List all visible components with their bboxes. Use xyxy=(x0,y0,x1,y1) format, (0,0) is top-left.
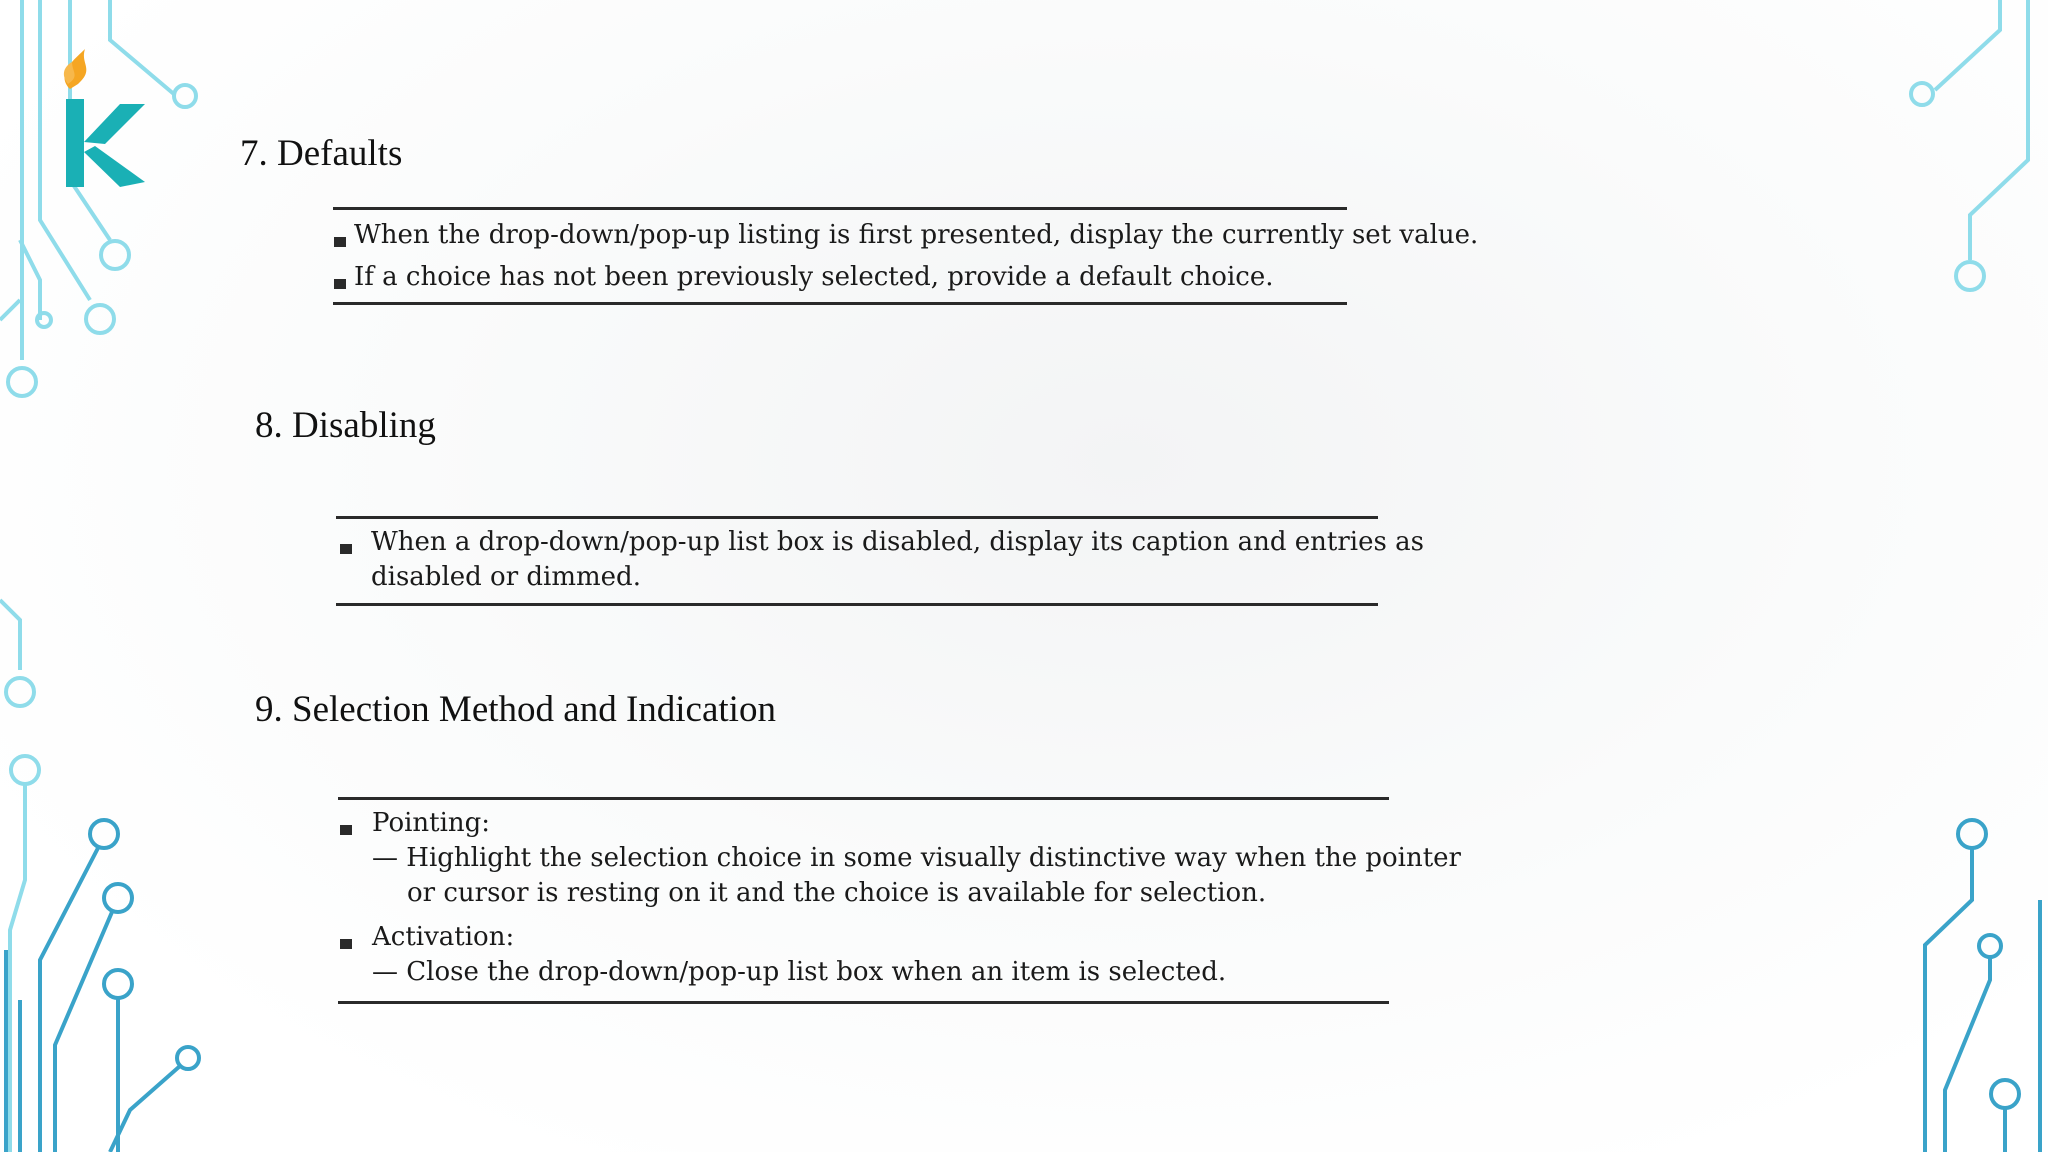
k-logo-icon xyxy=(50,44,150,194)
bullet-icon xyxy=(334,279,346,289)
bullet-icon xyxy=(340,939,352,949)
defaults-guidelines-box xyxy=(333,207,1479,305)
bullet-icon xyxy=(340,544,352,554)
list-item-subtext-line1: — Close the drop-down/pop-up list box when an item is selected. xyxy=(372,957,1227,987)
heading-selection-method: 9. Selection Method and Indication xyxy=(255,689,776,730)
heading-defaults: 7. Defaults xyxy=(240,133,403,174)
list-item-text: When the drop-down/pop-up listing is first presented, display the currently set value. xyxy=(354,220,1479,250)
heading-disabling: 8. Disabling xyxy=(255,405,436,446)
list-item-text-line2: disabled or dimmed. xyxy=(371,562,641,592)
list-item-subtext-line2: or cursor is resting on it and the choice is available for selection. xyxy=(407,878,1267,908)
bullet-icon xyxy=(334,237,346,247)
list-item-label: Pointing: xyxy=(372,808,491,838)
list-item-text: If a choice has not been previously selected, provide a default choice. xyxy=(354,262,1274,292)
disabling-guidelines-box xyxy=(336,516,1424,606)
list-item-label: Activation: xyxy=(372,922,515,952)
bullet-icon xyxy=(340,825,352,835)
list-item-subtext-line1: — Highlight the selection choice in some visually distinctive way when the pointer xyxy=(372,843,1461,873)
list-item-text-line1: When a drop-down/pop-up list box is disabled, display its caption and entries as xyxy=(371,527,1424,557)
selection-guidelines-box xyxy=(338,797,1461,1004)
